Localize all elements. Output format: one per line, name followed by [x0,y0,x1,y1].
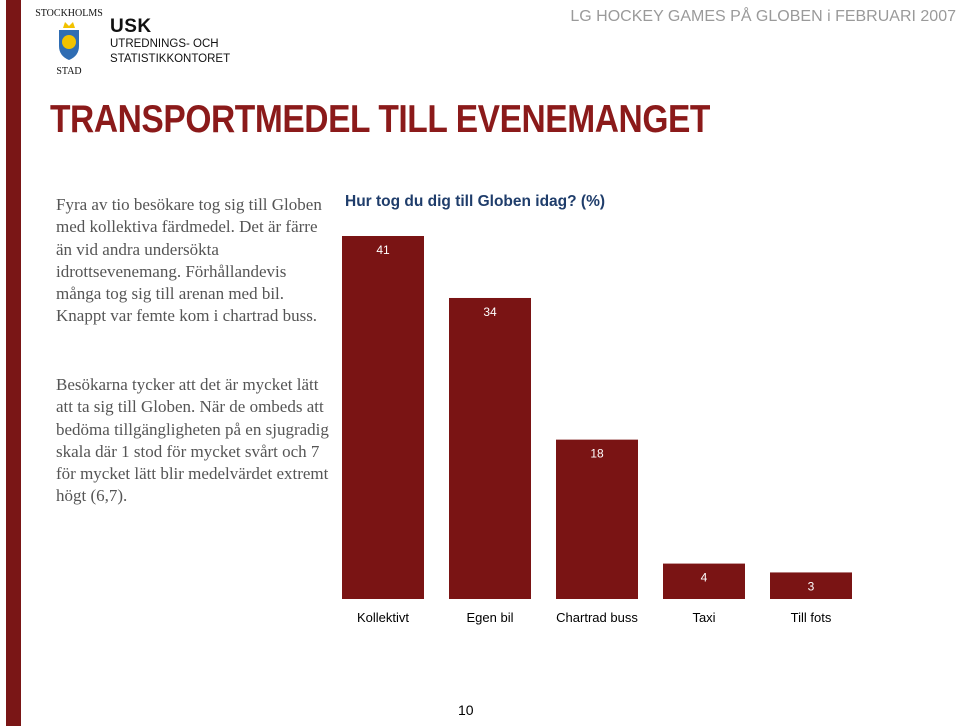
org-name-line1: UTREDNINGS- OCH [110,38,219,50]
data-label: 3 [807,579,815,594]
category-label: Till fots [790,610,832,625]
bar-egen-bil [449,298,531,599]
svg-text:STAD: STAD [56,66,82,76]
bar-chartrad-buss [556,440,638,599]
category-label: Egen bil [466,610,514,625]
category-label: Taxi [692,610,716,625]
category-label: Kollektivt [356,610,410,625]
page-title: TRANSPORTMEDEL TILL EVENEMANGET [50,98,710,141]
data-label: 41 [376,243,390,257]
accessibility-paragraph: Besökarna tycker att det är mycket lätt att ta sig till Globen. När de ombeds att bedöma tillgängligheten på en sjugradig skala där 1 stod för mycket svårt och 7 för mycket lätt blir medelvärdet extremt högt (6,7). [56,375,329,506]
summary-paragraph: Fyra av tio besökare tog sig till Globen med kollektiva färdmedel. Det är färre än vid andra undersökta idrottsevenemang. Förhållandevis många tog sig till arenan med bil. Knappt var femte kom i chartrad buss. [56,195,322,326]
org-abbreviation: USK [110,16,152,37]
report-title: LG HOCKEY GAMES PÅ GLOBEN i FEBRUARI 2007 [570,8,956,25]
org-name-line2: STATISTIKKONTORET [110,53,231,65]
chart-title: Hur tog du dig till Globen idag? (%) [345,193,606,210]
data-label: 4 [700,570,708,585]
bar-kollektivt [342,236,424,599]
category-label: Chartrad buss [556,610,638,625]
data-label: 18 [590,446,604,461]
svg-text:STOCKHOLMS: STOCKHOLMS [35,8,103,19]
page-number: 10 [458,702,474,718]
data-label: 34 [483,304,497,319]
